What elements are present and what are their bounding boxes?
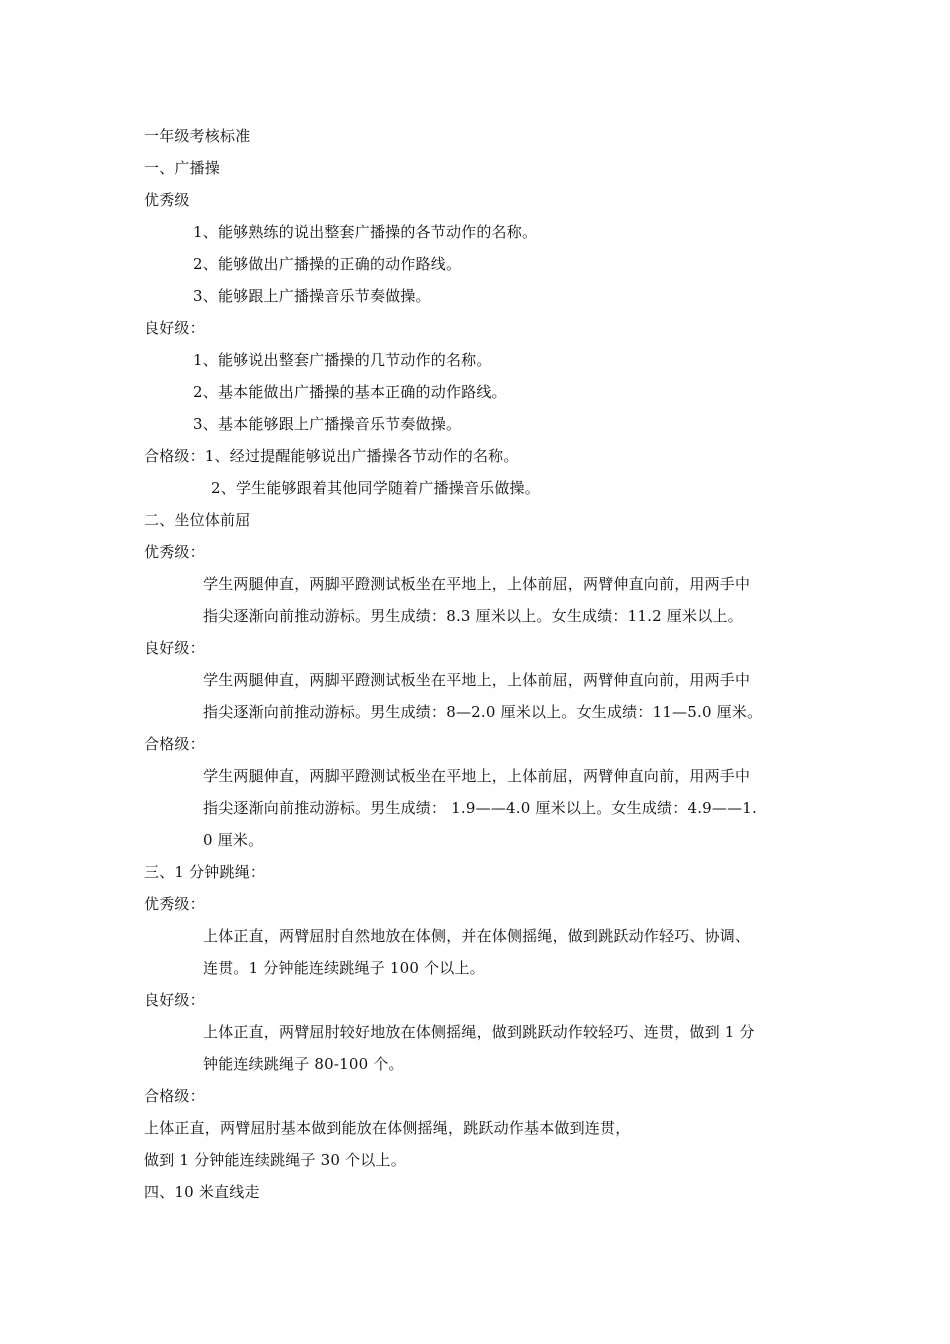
section-heading-rope-skipping: 三、1 分钟跳绳：: [144, 863, 266, 881]
level-label-pass: 合格级：: [144, 1087, 205, 1105]
criterion-item: 2、学生能够跟着其他同学随着广播操音乐做操。: [211, 479, 540, 497]
level-label-excellent: 优秀级: [144, 191, 190, 209]
paragraph-line: 上体正直，两臂屈肘基本做到能放在体侧摇绳，跳跃动作基本做到连贯，: [144, 1119, 631, 1137]
level-label-excellent: 优秀级：: [144, 543, 205, 561]
paragraph-line: 指尖逐渐向前推动游标。男生成绩：8—2.0 厘米以上。女生成绩：11—5.0 厘米。: [203, 703, 763, 721]
level-label-good: 良好级：: [144, 319, 205, 337]
paragraph-line: 做到 1 分钟能连续跳绳子 30 个以上。: [144, 1151, 406, 1169]
level-label-excellent: 优秀级：: [144, 895, 205, 913]
paragraph-line: 0 厘米。: [203, 831, 264, 849]
paragraph-line: 学生两腿伸直，两脚平蹬测试板坐在平地上，上体前屈，两臂伸直向前，用两手中: [203, 671, 751, 689]
paragraph-line: 上体正直，两臂屈肘自然地放在体侧，并在体侧摇绳，做到跳跃动作轻巧、协调、: [203, 927, 751, 945]
paragraph-line: 钟能连续跳绳子 80-100 个。: [203, 1055, 404, 1073]
paragraph-line: 连贯。1 分钟能连续跳绳子 100 个以上。: [203, 959, 485, 977]
criterion-item: 3、能够跟上广播操音乐节奏做操。: [193, 287, 431, 305]
criterion-item: 2、基本能做出广播操的基本正确的动作路线。: [193, 383, 507, 401]
level-label-pass-with-item: 合格级：1、经过提醒能够说出广播操各节动作的名称。: [144, 447, 519, 465]
section-heading-sit-and-reach: 二、坐位体前屈: [144, 511, 251, 529]
criterion-item: 2、能够做出广播操的正确的动作路线。: [193, 255, 462, 273]
paragraph-line: 指尖逐渐向前推动游标。男生成绩：8.3 厘米以上。女生成绩：11.2 厘米以上。: [203, 607, 743, 625]
criterion-item: 1、能够说出整套广播操的几节动作的名称。: [193, 351, 492, 369]
level-label-pass: 合格级：: [144, 735, 205, 753]
criterion-item: 1、能够熟练的说出整套广播操的各节动作的名称。: [193, 223, 538, 241]
paragraph-line: 上体正直，两臂屈肘较好地放在体侧摇绳，做到跳跃动作较轻巧、连贯，做到 1 分: [203, 1023, 755, 1041]
section-heading-straight-walk: 四、10 米直线走: [144, 1183, 260, 1201]
paragraph-line: 学生两腿伸直，两脚平蹬测试板坐在平地上，上体前屈，两臂伸直向前，用两手中: [203, 767, 751, 785]
document-title: 一年级考核标准: [144, 127, 251, 145]
paragraph-line: 学生两腿伸直，两脚平蹬测试板坐在平地上，上体前屈，两臂伸直向前，用两手中: [203, 575, 751, 593]
level-label-good: 良好级：: [144, 639, 205, 657]
criterion-item: 3、基本能够跟上广播操音乐节奏做操。: [193, 415, 462, 433]
paragraph-line: 指尖逐渐向前推动游标。男生成绩： 1.9——4.0 厘米以上。女生成绩：4.9——1.: [203, 799, 758, 817]
level-label-good: 良好级：: [144, 991, 205, 1009]
section-heading-broadcast-exercise: 一、广播操: [144, 159, 221, 177]
